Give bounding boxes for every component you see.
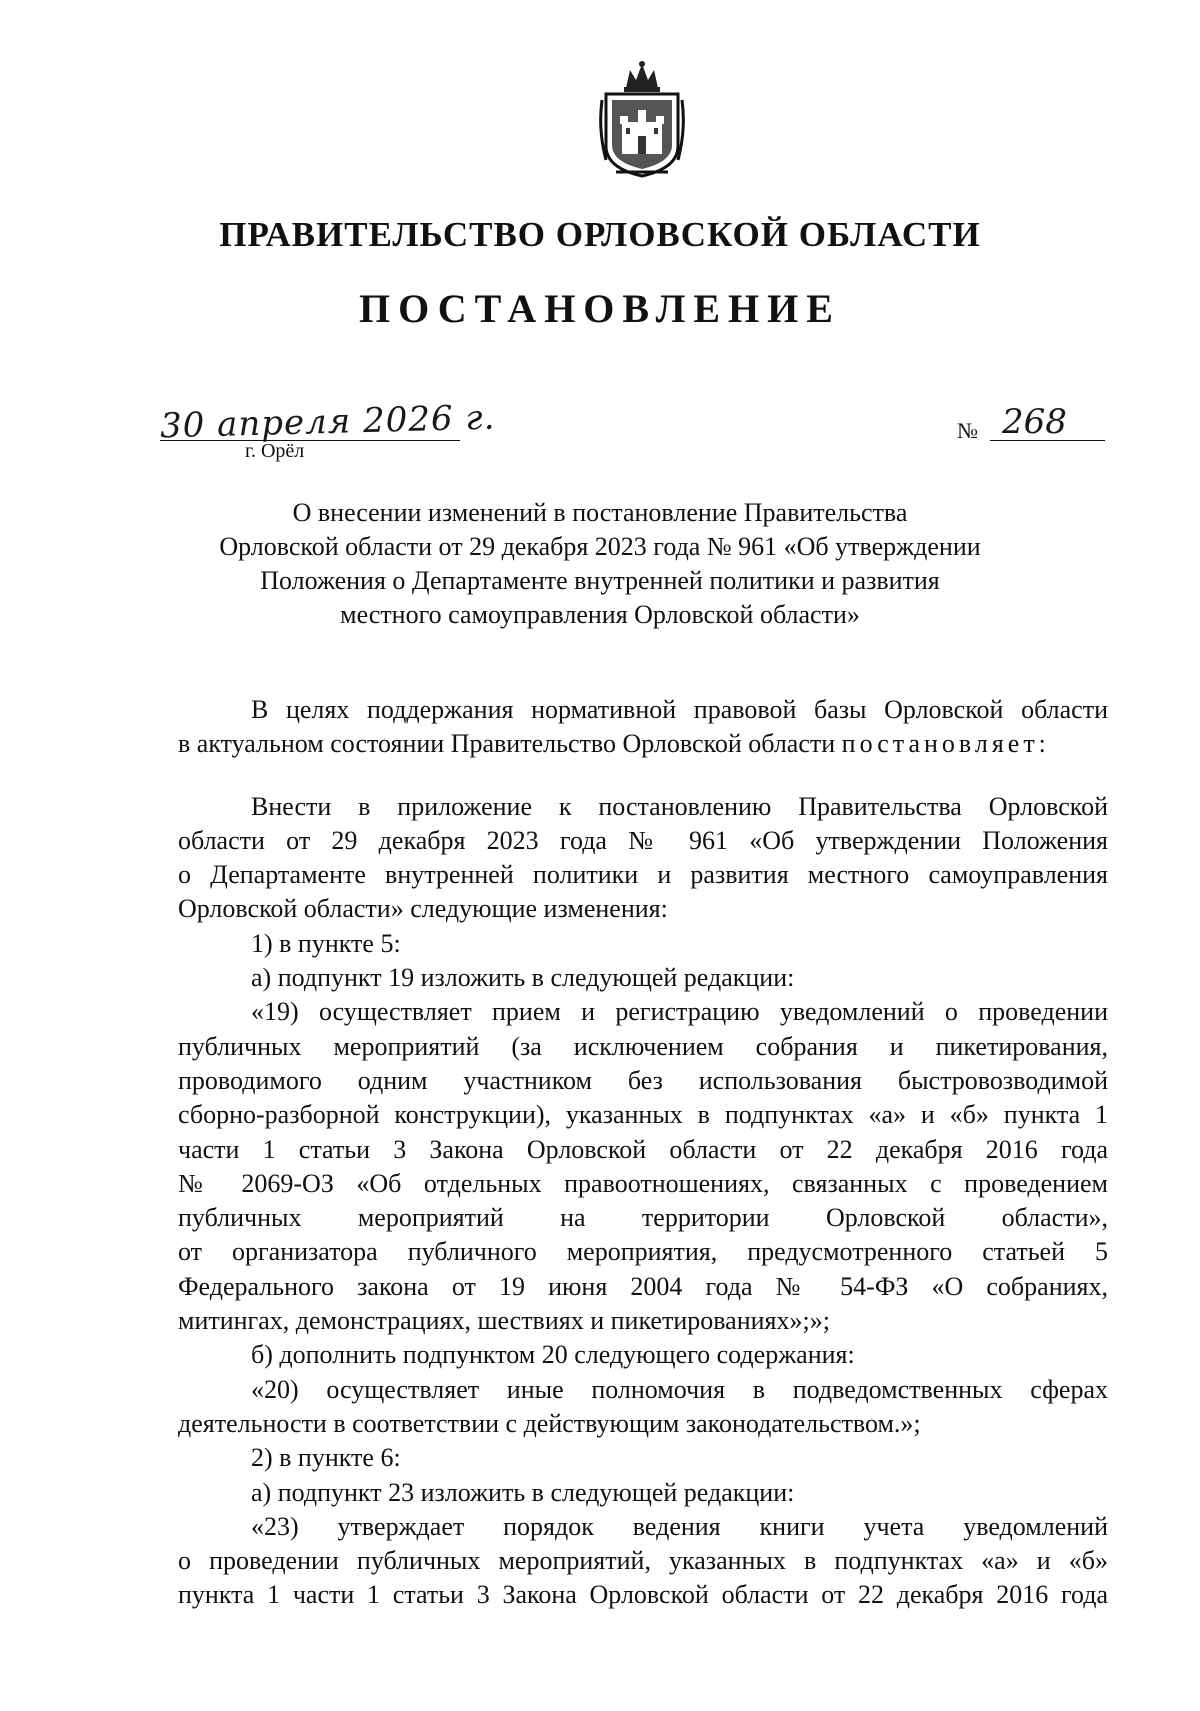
document-type-heading: ПОСТАНОВЛЕНИЕ [359,286,841,331]
body-line: Федерального закона от 19 июня 2004 года № 54-ФЗ «О собраниях, [178,1271,1108,1301]
handwritten-number: 268 [1002,402,1067,442]
number-underline [990,440,1105,441]
organization-title: ПРАВИТЕЛЬСТВО ОРЛОВСКОЙ ОБЛАСТИ [219,215,981,254]
document-subject [180,496,1020,632]
preamble-text: в актуальном состоянии Правительство Орловской области [178,729,842,759]
body-line: деятельности в соответствии с действующим законодательством.»; [178,1408,921,1438]
body-line: Внести в приложение к постановлению Правительства Орловской [251,791,1108,821]
body-line: № 2069-ОЗ «Об отдельных правоотношениях, связанных с проведением [178,1168,1108,1198]
city-label: г. Орёл [245,440,305,462]
paragraph-gap [178,762,1108,790]
body-line: части 1 статьи 3 Закона Орловской области от 22 декабря 2016 года [178,1134,1108,1164]
coat-of-arms-emblem [596,60,688,180]
body-line: «23) утверждает порядок ведения книги учета уведомлений [251,1511,1108,1541]
resolves-word: постановляет: [841,729,1050,759]
body-line [178,727,1108,761]
subject-line: Положения о Департаменте внутренней политики и развития [260,566,940,595]
subject-line: местного самоуправления Орловской области» [340,600,860,629]
subject-line: О внесении изменений в постановление Правительства [292,498,908,527]
body-line: а) подпункт 23 изложить в следующей редакции: [251,1477,795,1507]
body-line: Орловской области» следующие изменения: [178,894,668,924]
body-line: 2) в пункте 6: [251,1443,401,1473]
body-line: б) дополнить подпунктом 20 следующего содержания: [251,1340,855,1370]
body-line: пункта 1 части 1 статьи 3 Закона Орловской области от 22 декабря 2016 года [178,1580,1108,1610]
body-line: 1) в пункте 5: [251,928,401,958]
handwritten-date: 30 апреля 2026 г. [159,397,496,447]
body-line: «20) осуществляет иные полномочия в подведомственных сферах [251,1374,1108,1404]
body-line: публичных мероприятий на территории Орловской области», [178,1203,1108,1233]
body-line: публичных мероприятий (за исключением собрания и пикетирования, [178,1031,1108,1061]
body-line: о проведении публичных мероприятий, указанных в подпунктах «а» и «б» [178,1546,1108,1576]
date-underline [160,440,460,441]
body-line: В целях поддержания нормативной правовой базы Орловской области [251,695,1108,724]
document-body [178,693,1108,1613]
body-line: от организатора публичного мероприятия, предусмотренного статьей 5 [178,1237,1108,1267]
body-line: а) подпункт 19 изложить в следующей редакции: [251,963,795,993]
body-line: проводимого одним участником без использования быстровозводимой [178,1065,1108,1095]
number-sign: № [957,418,978,443]
body-line: области от 29 декабря 2023 года № 961 «Об утверждении Положения [178,825,1108,855]
body-line: митингах, демонстрациях, шествиях и пикетированиях»;»; [178,1306,830,1336]
body-line: «19) осуществляет прием и регистрацию уведомлений о проведении [251,997,1108,1027]
body-line: сборно-разборной конструкции), указанных в подпунктах «а» и «б» пункта 1 [178,1100,1108,1130]
subject-line: Орловской области от 29 декабря 2023 года № 961 «Об утверждении [219,532,981,561]
body-line: о Департаменте внутренней политики и развития местного самоуправления [178,860,1108,890]
